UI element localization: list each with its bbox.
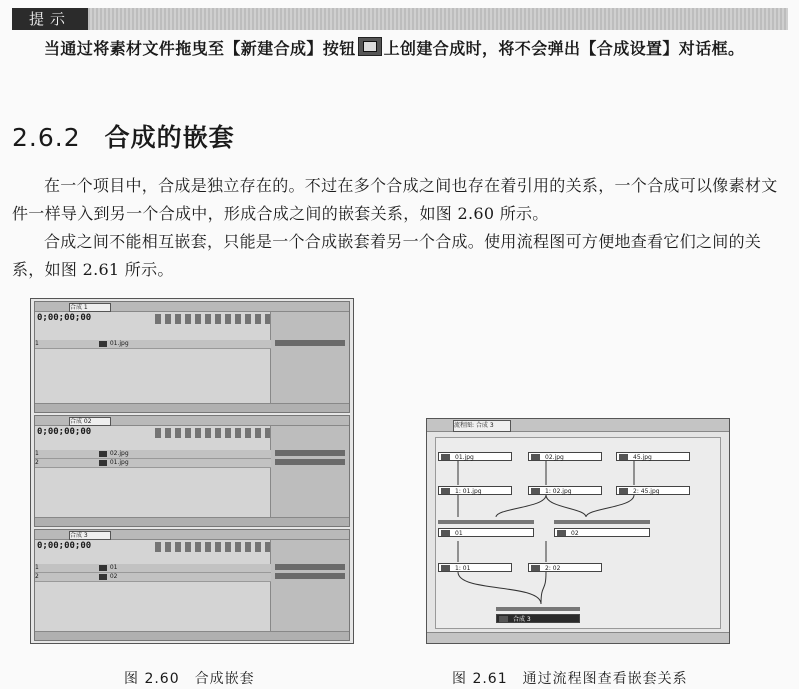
flow-node-composition[interactable]: 01 <box>438 528 534 537</box>
figure-2-60 <box>30 298 354 644</box>
layer-icon <box>531 488 540 494</box>
figure-2-61 <box>426 418 730 644</box>
caption-figure-2-60: 图 2.60 合成嵌套 <box>124 671 255 687</box>
layer-row[interactable]: 1 01.jpg <box>35 340 271 349</box>
flowchart-area <box>435 437 721 629</box>
paragraph-2: 合成之间不能相互嵌套，只能是一个合成嵌套着另一个合成。使用流程图可方便地查看它们之间的关系，如图 2.61 所示。 <box>12 232 762 279</box>
footage-icon <box>441 454 450 460</box>
layer-bar <box>275 459 345 465</box>
caption-figure-2-61: 图 2.61 通过流程图查看嵌套关系 <box>452 671 688 687</box>
layer-row[interactable]: 1 02.jpg <box>35 450 271 459</box>
flow-node-footage[interactable]: 01.jpg <box>438 452 512 461</box>
toolbar-icons <box>155 314 275 324</box>
tip-text <box>12 36 788 61</box>
panel-footer <box>35 403 349 412</box>
panel-tab[interactable]: 合成 3 <box>69 531 111 540</box>
timecode: 0;00;00;00 <box>37 427 92 437</box>
layer-thumbnail-icon <box>99 574 107 580</box>
panel-footer <box>35 631 349 640</box>
layer-bar <box>275 340 345 346</box>
layer-thumbnail-icon <box>99 460 107 466</box>
tip-text-before: 当通过将素材文件拖曳至【新建合成】按钮 <box>44 39 356 58</box>
timecode: 0;00;00;00 <box>37 541 92 551</box>
flow-node-footage[interactable]: 02.jpg <box>528 452 602 461</box>
layer-icon <box>531 565 540 571</box>
paragraph-1: 在一个项目中，合成是独立存在的。不过在多个合成之间也存在着引用的关系，一个合成可以像素材文件一样导入到另一个合成中，形成合成之间的嵌套关系，如图 2.60 所示。 <box>12 176 778 223</box>
panel-tab[interactable]: 合成 02 <box>69 417 111 426</box>
tip-text-after: 上创建合成时，将不会弹出【合成设置】对话框。 <box>383 39 745 58</box>
layer-thumbnail-icon <box>99 565 107 571</box>
tip-bar <box>12 8 788 30</box>
timeline-area <box>270 426 349 527</box>
layer-bar <box>275 564 345 570</box>
timeline-area <box>270 312 349 413</box>
layer-row[interactable]: 2 02 <box>35 573 271 582</box>
composition-bar <box>496 607 580 611</box>
panel-footer <box>35 517 349 526</box>
flow-node-layer[interactable]: 2: 02 <box>528 563 602 572</box>
composition-icon <box>441 530 450 536</box>
section-number: 2.6.2 <box>12 123 81 152</box>
composition-bar <box>438 520 534 524</box>
panel-tab[interactable]: 合成 1 <box>69 303 111 312</box>
layer-row[interactable]: 2 01.jpg <box>35 459 271 468</box>
layer-thumbnail-icon <box>99 451 107 457</box>
composition-icon <box>557 530 566 536</box>
flowchart-footer <box>427 632 729 643</box>
timeline-panel-2 <box>34 415 350 527</box>
body-text <box>12 172 788 284</box>
toolbar-icons <box>155 428 275 438</box>
flow-node-final-composition[interactable]: 合成 3 <box>496 614 580 623</box>
footage-icon <box>619 454 628 460</box>
flow-node-composition[interactable]: 02 <box>554 528 650 537</box>
toolbar-icons <box>155 542 275 552</box>
timecode: 0;00;00;00 <box>37 313 92 323</box>
composition-icon <box>499 616 508 622</box>
timeline-panel-1 <box>34 301 350 413</box>
flow-node-layer[interactable]: 1: 01 <box>438 563 512 572</box>
layer-icon <box>441 565 450 571</box>
flow-node-footage[interactable]: 45.jpg <box>616 452 690 461</box>
timeline-panel-3 <box>34 529 350 641</box>
layer-thumbnail-icon <box>99 341 107 347</box>
section-title: 合成的嵌套 <box>104 123 235 152</box>
flowchart-tab[interactable]: 流程图: 合成 3 <box>453 420 511 432</box>
layer-icon <box>619 488 628 494</box>
footage-icon <box>531 454 540 460</box>
layer-row[interactable]: 1 01 <box>35 564 271 573</box>
composition-bar <box>554 520 650 524</box>
new-composition-icon <box>358 37 382 56</box>
flow-node-layer[interactable]: 1: 01.jpg <box>438 486 512 495</box>
tip-label: 提示 <box>12 8 88 30</box>
flow-node-layer[interactable]: 1: 02.jpg <box>528 486 602 495</box>
flow-node-layer[interactable]: 2: 45.jpg <box>616 486 690 495</box>
section-heading <box>12 118 235 154</box>
layer-bar <box>275 573 345 579</box>
layer-icon <box>441 488 450 494</box>
timeline-area <box>270 540 349 641</box>
layer-bar <box>275 450 345 456</box>
